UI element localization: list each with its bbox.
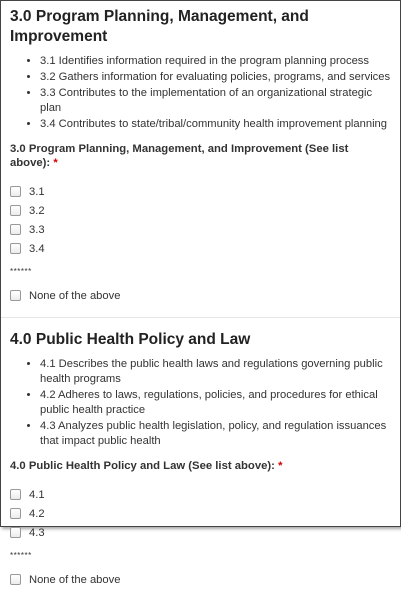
bullet-4-2: • 4.2 Adheres to laws, regulations, policies, and procedures for ethical public health practice <box>40 388 391 418</box>
option-3-1[interactable] <box>10 182 391 201</box>
option-3-2[interactable] <box>10 201 391 220</box>
option-4-1-label: 4.1 <box>29 488 45 501</box>
bullet-3-3: • 3.3 Contributes to the implementation of an organizational strategic plan <box>40 86 391 116</box>
option-4-none[interactable] <box>10 570 391 589</box>
section-3-question-label: 3.0 Program Planning, Management, and Improvement (See list above): <box>10 143 349 169</box>
checkbox-3-none[interactable] <box>10 290 21 301</box>
option-3-3-label: 3.3 <box>29 223 45 236</box>
option-3-none[interactable] <box>10 286 391 305</box>
option-4-3-label: 4.3 <box>29 526 45 539</box>
bullet-3-4: • 3.4 Contributes to state/tribal/community health improvement planning <box>40 117 391 132</box>
option-4-2-label: 4.2 <box>29 507 45 520</box>
checkbox-3-3[interactable] <box>10 224 21 235</box>
checkbox-4-2[interactable] <box>10 508 21 519</box>
option-3-3[interactable] <box>10 220 391 239</box>
option-3-1-label: 3.1 <box>29 185 45 198</box>
checkbox-4-none[interactable] <box>10 574 21 585</box>
separator-stars: ****** <box>10 267 32 276</box>
section-4-question <box>10 459 391 473</box>
bullet-3-2: • 3.2 Gathers information for evaluating policies, programs, and services <box>40 70 391 85</box>
option-3-4-label: 3.4 <box>29 242 45 255</box>
section-4-heading: 4.0 Public Health Policy and Law <box>10 331 251 348</box>
bullet-4-3: • 4.3 Analyzes public health legislation, policy, and regulation issuances that impact public health <box>40 419 391 449</box>
section-3-heading: 3.0 Program Planning, Management, and Improvement <box>10 8 309 45</box>
checkbox-4-3[interactable] <box>10 527 21 538</box>
option-3-2-label: 3.2 <box>29 204 45 217</box>
separator-stars: ****** <box>10 551 32 560</box>
option-4-1[interactable] <box>10 485 391 504</box>
section-4 <box>1 317 400 589</box>
section-3 <box>1 1 400 305</box>
section-3-bullet-list <box>10 54 391 132</box>
section-4-question-label: 4.0 Public Health Policy and Law (See list above): <box>10 460 275 472</box>
checkbox-4-1[interactable] <box>10 489 21 500</box>
section-4-bullet-list <box>10 357 391 449</box>
required-asterisk: * <box>278 460 283 472</box>
option-4-none-label: None of the above <box>29 573 121 586</box>
option-3-none-label: None of the above <box>29 289 121 302</box>
checkbox-3-2[interactable] <box>10 205 21 216</box>
bullet-3-1: • 3.1 Identifies information required in the program planning process <box>40 54 391 69</box>
bullet-4-1: • 4.1 Describes the public health laws and regulations governing public health programs <box>40 357 391 387</box>
required-asterisk: * <box>53 157 58 169</box>
option-4-2[interactable] <box>10 504 391 523</box>
section-3-question <box>10 142 391 170</box>
option-4-3[interactable] <box>10 523 391 542</box>
option-3-4[interactable] <box>10 239 391 258</box>
checkbox-3-1[interactable] <box>10 186 21 197</box>
checkbox-3-4[interactable] <box>10 243 21 254</box>
